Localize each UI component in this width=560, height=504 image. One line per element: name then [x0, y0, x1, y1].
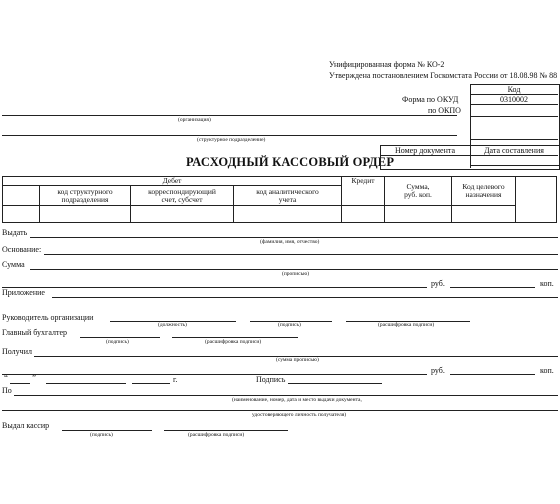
corr-account-line1: корреспондирующий: [148, 186, 216, 196]
credit-header: Кредит: [342, 177, 385, 206]
cashier-signature-caption: (подпись): [90, 432, 113, 438]
code-box-divider: [470, 139, 558, 140]
document-line-2[interactable]: [2, 410, 558, 411]
accountant-signature-line[interactable]: [80, 337, 160, 338]
table-cell[interactable]: [40, 206, 131, 223]
corr-account-header: [131, 186, 234, 205]
sum-line[interactable]: [30, 269, 558, 270]
approval-line: Утверждена постановлением Госкомстата России от 18.08.98 № 88: [329, 71, 558, 80]
okpo-label: по ОКПО: [428, 106, 461, 115]
purpose-header-line1: Код целевого: [462, 182, 505, 191]
attachment-label: Приложение: [2, 288, 45, 297]
number-label: Номер документа: [394, 146, 455, 155]
kop-label: коп.: [540, 279, 554, 288]
accountant-decode-line[interactable]: [172, 337, 298, 338]
accounts-table: [2, 176, 557, 223]
table-cell[interactable]: [452, 206, 516, 223]
issue-caption: (фамилия, имя, отчество): [260, 239, 320, 245]
analytic-code-line2: учета: [278, 194, 297, 204]
year-label: г.: [173, 375, 178, 384]
signature-line[interactable]: [288, 383, 382, 384]
corr-account-line2: счет, субсчет: [161, 194, 203, 204]
sum-header: [385, 177, 452, 206]
date-month-line[interactable]: [46, 383, 126, 384]
sum-label: Сумма: [2, 260, 25, 269]
division-code-header: [40, 186, 131, 206]
analytic-code-line1: код аналитического: [256, 186, 319, 196]
received-rub-label: руб.: [431, 366, 445, 375]
division-code-line2: подразделения: [61, 194, 109, 204]
attachment-line[interactable]: [52, 297, 558, 298]
corr-analytic-header: [131, 186, 342, 206]
basis-label: Основание:: [2, 245, 42, 254]
document-line[interactable]: [14, 395, 558, 396]
sum-header-line2: руб. коп.: [404, 190, 432, 199]
accountant-signature-caption: (подпись): [106, 339, 129, 345]
received-rub-line[interactable]: [450, 374, 535, 375]
date-quote-open: “: [4, 373, 8, 383]
debit-header: Дебет: [3, 177, 342, 186]
head-label: Руководитель организации: [2, 313, 94, 322]
code-header: Код: [507, 85, 521, 94]
document-caption: (наименование, номер, дата и место выдачи документа,: [232, 397, 362, 403]
purpose-header-line2: назначения: [465, 190, 502, 199]
issue-label: Выдать: [2, 228, 28, 237]
table-cell-split: [131, 206, 342, 223]
division-line[interactable]: [2, 135, 457, 136]
table-cell[interactable]: [385, 206, 452, 223]
cashier-signature-line[interactable]: [62, 430, 152, 431]
accountant-decode-caption: (расшифровка подписи): [205, 339, 262, 345]
by-label: По: [2, 386, 12, 395]
position-caption: (должность): [158, 322, 187, 328]
sum-caption: (прописью): [282, 271, 310, 277]
table-blank-column: [516, 177, 557, 223]
code-box-divider: [470, 116, 558, 117]
table-cell[interactable]: [234, 206, 342, 222]
accountant-label: Главный бухгалтер: [2, 328, 67, 337]
issue-line[interactable]: [30, 237, 558, 238]
rub-line[interactable]: [450, 287, 535, 288]
form-number-line: Унифицированная форма № КО-2: [329, 60, 445, 69]
organization-caption: (организация): [178, 117, 211, 123]
division-caption: (структурное подразделение): [197, 137, 266, 143]
code-box-divider: [470, 104, 558, 105]
received-kop-label: коп.: [540, 366, 554, 375]
debit-blank-subheader: [3, 186, 40, 206]
okud-label: Форма по ОКУД: [402, 95, 459, 104]
signature-caption: (подпись): [278, 322, 301, 328]
signature-label: Подпись: [256, 375, 286, 384]
date-year-line[interactable]: [132, 383, 170, 384]
cashier-decode-line[interactable]: [164, 430, 288, 431]
cashier-decode-caption: (расшифровка подписи): [188, 432, 245, 438]
rub-label: руб.: [431, 279, 445, 288]
cashier-label: Выдал кассир: [2, 421, 50, 430]
received-line-2[interactable]: [2, 374, 427, 375]
sum-line-2[interactable]: [2, 287, 427, 288]
basis-line[interactable]: [44, 254, 558, 255]
date-quote-close: ”: [32, 373, 36, 383]
okud-value: 0310002: [500, 95, 528, 104]
analytic-code-header: [234, 186, 342, 205]
table-cell[interactable]: [342, 206, 385, 223]
decode-caption: (расшифровка подписи): [378, 322, 435, 328]
purpose-header: [452, 177, 516, 206]
received-label: Получил: [2, 347, 32, 356]
table-cell[interactable]: [131, 206, 234, 222]
table-cell[interactable]: [3, 206, 40, 223]
date-day-line[interactable]: [10, 383, 30, 384]
organization-line[interactable]: [2, 115, 457, 116]
document-caption-2: удостоверяющего личность получателя): [252, 412, 347, 418]
sum-header-line1: Сумма,: [406, 182, 430, 191]
number-date-divider: [380, 155, 558, 156]
document-title: РАСХОДНЫЙ КАССОВЫЙ ОРДЕР: [186, 155, 395, 169]
division-code-line1: код структурного: [57, 186, 113, 196]
received-caption: (сумма прописью): [276, 357, 319, 363]
date-label: Дата составления: [484, 146, 544, 155]
